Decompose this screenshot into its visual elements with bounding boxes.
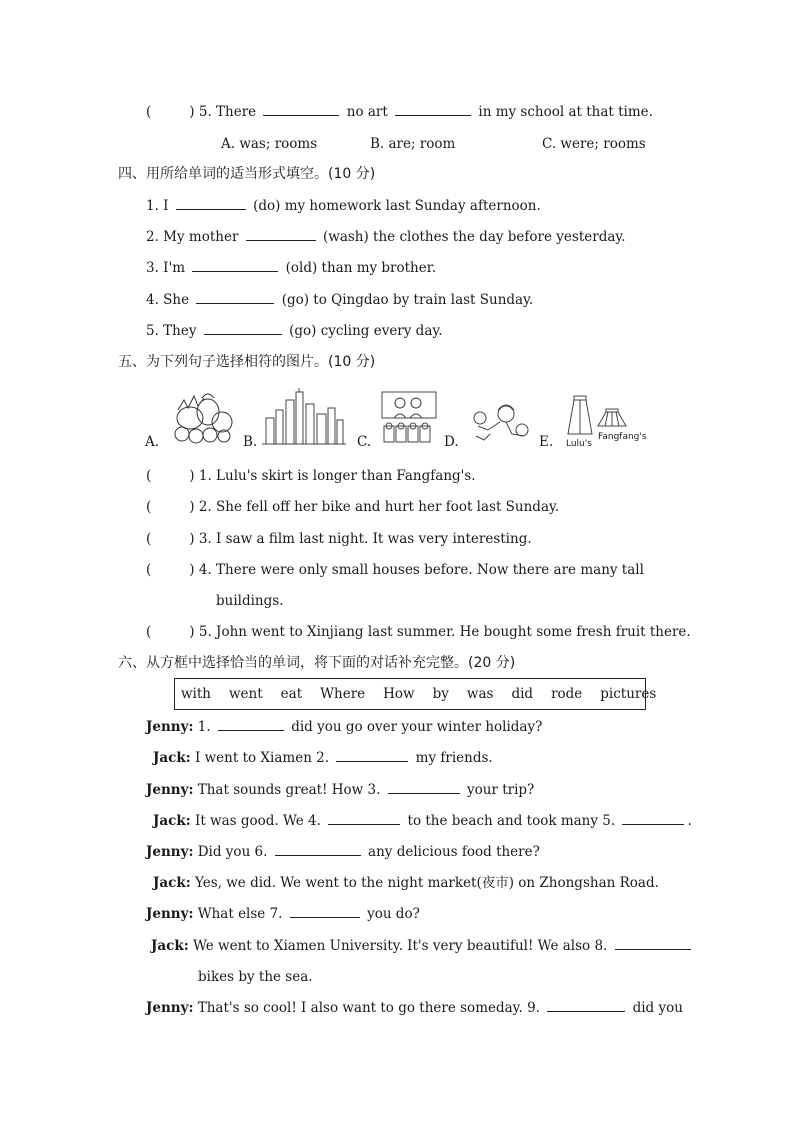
answer-blank[interactable] (547, 999, 625, 1012)
question-text: 5. There (198, 104, 257, 120)
question-text: no art (346, 104, 388, 120)
match-item-3 (146, 530, 532, 548)
word-bank-item: pictures (600, 686, 657, 702)
word-bank (174, 678, 657, 710)
picture-label-a: A. (145, 434, 160, 450)
item-text: 4. She (146, 292, 190, 308)
item-text: 2. She fell off her bike and hurt her foot last Sunday. (198, 499, 560, 515)
item-text: (do) my homework last Sunday afternoon. (253, 198, 541, 214)
fruit-basket-icon (168, 388, 238, 444)
dialogue-line-9 (146, 999, 683, 1017)
fill-item-3 (146, 259, 436, 277)
dialogue-line-8-cont: bikes by the sea. (198, 969, 313, 985)
dialogue-text: you do? (367, 906, 420, 922)
speaker: Jenny: (146, 1000, 194, 1016)
dialogue-text: to the beach and took many 5. (407, 813, 616, 829)
match-item-2 (146, 498, 559, 516)
picture-label-b: B. (243, 434, 258, 450)
girl-fell-off-bike-icon (466, 400, 532, 446)
dialogue-line-1 (146, 718, 542, 736)
word-bank-item: did (511, 686, 534, 702)
answer-blank[interactable] (388, 781, 460, 794)
dialogue-text: your trip? (467, 782, 535, 798)
answer-blank[interactable] (328, 812, 400, 825)
dialogue-text: It was good. We 4. (195, 813, 321, 829)
answer-blank[interactable] (263, 103, 339, 116)
dialogue-text: 1. (197, 719, 211, 735)
answer-paren-close: ) (189, 531, 195, 547)
section-6-title: 六、从方框中选择恰当的单词，将下面的对话补充完整。(20 分) (118, 655, 516, 671)
dialogue-text: did you (632, 1000, 683, 1016)
option-c: C. were; rooms (542, 136, 646, 152)
answer-blank[interactable] (336, 749, 408, 762)
section-5-title: 五、为下列句子选择相符的图片。(10 分) (118, 354, 376, 370)
short-skirt-icon (596, 408, 628, 428)
dialogue-text: Yes, we did. We went to the night market(夜市) on Zhongshan Road. (195, 875, 659, 891)
picture-label-d: D. (444, 434, 459, 450)
answer-blank[interactable] (204, 322, 282, 335)
fill-item-2 (146, 228, 626, 246)
speaker: Jenny: (146, 782, 194, 798)
cinema-icon (378, 390, 440, 446)
item-text: (go) to Qingdao by train last Sunday. (281, 292, 534, 308)
answer-blank[interactable] (218, 718, 284, 731)
dialogue-line-8 (151, 937, 694, 955)
answer-blank[interactable] (290, 905, 360, 918)
match-item-1 (146, 467, 476, 485)
speaker: Jack: (153, 875, 191, 891)
item-text: (old) than my brother. (285, 260, 437, 276)
dialogue-text: did you go over your winter holiday? (291, 719, 543, 735)
question-text: in my school at that time. (478, 104, 653, 120)
item-text: 2. My mother (146, 229, 239, 245)
answer-paren-open: ( (146, 104, 152, 120)
question-5 (146, 103, 653, 121)
speaker: Jenny: (146, 719, 194, 735)
answer-paren-close: ) (189, 624, 195, 640)
answer-paren-close: ) (189, 499, 195, 515)
dialogue-line-2 (153, 749, 493, 767)
section-4-title: 四、用所给单词的适当形式填空。(10 分) (118, 166, 376, 182)
item-text: (wash) the clothes the day before yesterday. (323, 229, 626, 245)
answer-blank[interactable] (622, 812, 684, 825)
word-bank-item: was (466, 686, 494, 702)
answer-paren-open: ( (146, 499, 152, 515)
city-buildings-icon (262, 388, 346, 446)
item-text: 1. Lulu's skirt is longer than Fangfang's. (198, 468, 476, 484)
fill-item-1 (146, 197, 541, 215)
item-text: (go) cycling every day. (289, 323, 443, 339)
dialogue-text: Did you 6. (197, 844, 268, 860)
answer-paren-open: ( (146, 531, 152, 547)
option-b: B. are; room (370, 136, 456, 152)
match-item-4 (146, 561, 644, 579)
skirt-caption-lulu: Lulu's (566, 439, 592, 449)
answer-blank[interactable] (246, 228, 316, 241)
word-bank-item: rode (551, 686, 583, 702)
answer-blank[interactable] (395, 103, 471, 116)
match-item-5 (146, 623, 691, 641)
long-skirt-icon (564, 394, 596, 438)
answer-blank[interactable] (192, 259, 278, 272)
answer-paren-close: ) (189, 104, 195, 120)
fill-item-5 (146, 322, 443, 340)
dialogue-text: . (687, 813, 692, 829)
dialogue-line-7 (146, 905, 420, 923)
item-text: 5. John went to Xinjiang last summer. He bought some fresh fruit there. (198, 624, 691, 640)
speaker: Jenny: (146, 906, 194, 922)
dialogue-text: We went to Xiamen University. It's very beautiful! We also 8. (193, 938, 608, 954)
dialogue-line-3 (146, 781, 534, 799)
speaker: Jack: (151, 938, 189, 954)
dialogue-line-6 (153, 874, 659, 892)
item-text: 5. They (146, 323, 197, 339)
dialogue-text: That's so cool! I also want to go there someday. 9. (197, 1000, 540, 1016)
word-bank-item: went (229, 686, 263, 702)
dialogue-line-5 (146, 843, 540, 861)
dialogue-text: What else 7. (197, 906, 283, 922)
word-bank-item: How (383, 686, 415, 702)
answer-blank[interactable] (275, 843, 361, 856)
dialogue-text: my friends. (415, 750, 493, 766)
answer-blank[interactable] (615, 937, 691, 950)
item-text: 3. I'm (146, 260, 186, 276)
answer-paren-open: ( (146, 624, 152, 640)
answer-paren-open: ( (146, 562, 152, 578)
speaker: Jack: (153, 750, 191, 766)
dialogue-line-4 (153, 812, 692, 830)
picture-label-e: E. (539, 434, 554, 450)
word-bank-item: with (181, 686, 211, 702)
answer-paren-open: ( (146, 468, 152, 484)
picture-label-c: C. (357, 434, 372, 450)
match-item-4-cont: buildings. (216, 593, 284, 609)
option-a: A. was; rooms (221, 136, 318, 152)
item-text: 4. There were only small houses before. Now there are many tall (198, 562, 644, 578)
answer-blank[interactable] (196, 291, 274, 304)
dialogue-text: any delicious food there? (368, 844, 540, 860)
dialogue-text: I went to Xiamen 2. (195, 750, 330, 766)
answer-blank[interactable] (176, 197, 246, 210)
answer-paren-close: ) (189, 562, 195, 578)
speaker: Jack: (153, 813, 191, 829)
speaker: Jenny: (146, 844, 194, 860)
word-bank-item: eat (280, 686, 303, 702)
word-bank-item: Where (320, 686, 366, 702)
item-text: 3. I saw a film last night. It was very interesting. (198, 531, 532, 547)
skirt-caption-fangfang: Fangfang's (598, 432, 647, 442)
answer-paren-close: ) (189, 468, 195, 484)
word-bank-item: by (432, 686, 449, 702)
item-text: 1. I (146, 198, 169, 214)
dialogue-text: That sounds great! How 3. (197, 782, 381, 798)
fill-item-4 (146, 291, 533, 309)
